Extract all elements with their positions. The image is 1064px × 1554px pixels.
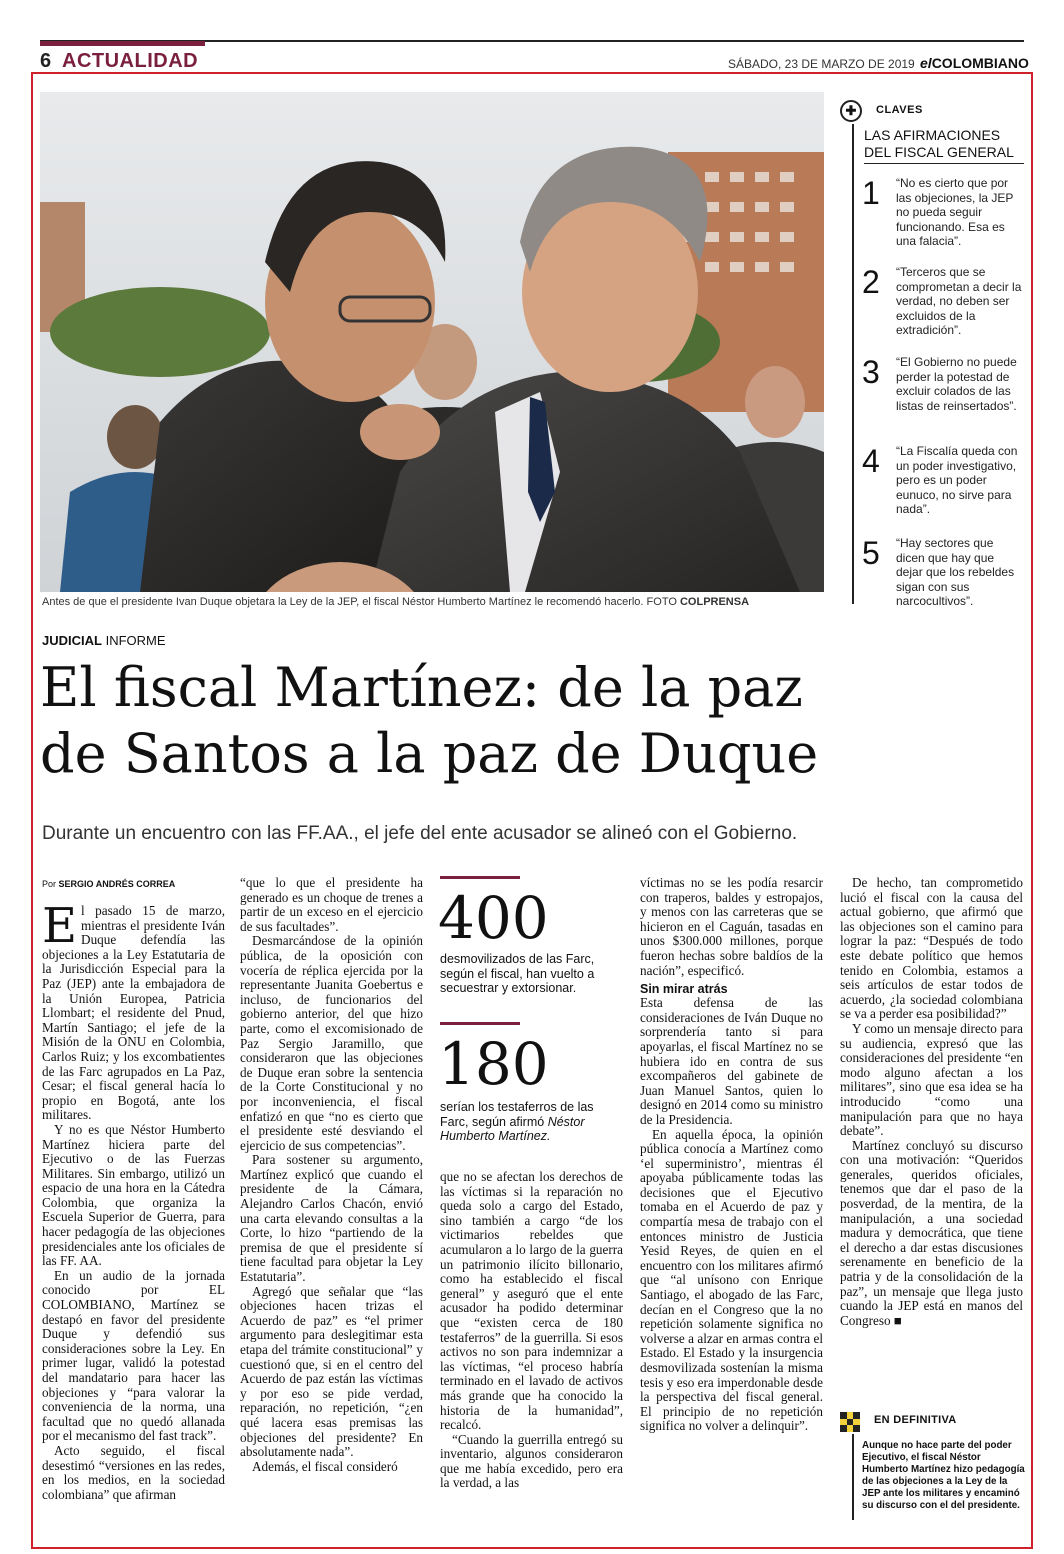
en-definitiva-rule	[852, 1434, 854, 1520]
body-paragraph: víctimas no se les podía resarcir con traperos, baldes y estropajos, y menos con las carreteras que se hicieron en el Caguán, tasadas en unos $300.000 millones, porque fueron hechas sobre baldíos de la nación”, especificó.	[640, 875, 823, 978]
stat-text: serían los testaferros de las Farc, según afirmó Néstor Humberto Martínez.	[440, 1100, 594, 1143]
body-paragraph: En aquella época, la opinión pública conocía a Martínez como ‘el superministro’, mientras él apoyaba públicamente todas las decisiones que el Ejecutivo tomaba en el Acuerdo de paz y compartía mesa de trabajo con el entonces ministro de Justicia Yesid Reyes, de quien en el encuentro con los militares afirmó que “al unísono con Enrique Santiago, el abogado de las Farc, decían en el Congreso que la no repetición solamente significa no volverse a alzar en armas contra el Estado. El Estado y la insurgencia desmovilizada sostenían la misma tesis y eso era imperdonable desde la perspectiva del fiscal general. El principio de no repetición significa no volver a delinquir”.	[640, 1126, 823, 1434]
body-paragraph: En un audio de la jornada conocido por EL COLOMBIANO, Martínez se destapó en favor del presidente Duque y defendió sus consideraciones sobre la Ley. En primer lugar, validó la potestad del mandatario para hacer las objeciones y “para valorar la conveniencia de la norma, una facultad que no quedó allanada por el mecanismo del fast track”.	[42, 1267, 225, 1444]
headline-line2: de Santos a la paz de Duque	[40, 722, 819, 785]
body-paragraph: que no se afectan los derechos de las víctimas si la reparación no queda solo a cargo del Estado, sino también a cargo “de los victimarios rebeldes que acumularon a lo largo de la guerra un patrimonio ilícito billonario, como ha establecido el fiscal general” y aseguró que el ente acusador ha podido determinar que “existen cerca de 180 testaferros” de la guerrilla. Si esos activos no son para indemnizar a las víctimas, “el proceso habría terminado en el lavado de activos más grande que ha conocido la historia de la humanidad”, recalcó.	[440, 1169, 623, 1433]
clave-number: 5	[862, 535, 880, 571]
clave-text: “La Fiscalía queda con un poder investigativo, pero es un poder eunuco, no sirve para nada”.	[896, 444, 1018, 516]
photo-credit-label: FOTO	[646, 596, 677, 608]
byline-prefix: Por	[42, 879, 57, 889]
byline-author: SERGIO ANDRÉS CORREA	[58, 879, 176, 889]
body-column-2	[240, 876, 423, 1474]
drop-cap: E	[42, 898, 78, 954]
body-paragraph: Desmarcándose de la opinión pública, de la oposición con vocería de réplica ejercida por la representante Juanita Goebertus e incluso, de funcionarios del gobierno anterior, del que hizo parte, como el excomisionado de Paz Sergio Jaramillo, que consideraron que las objeciones de Duque eran sobre la sentencia de la Corte Constitucional y no por inconveniencia, el fiscal enfatizó en que “no es cierto que el presidente esté desviando el ejercicio de sus competencias”.	[240, 933, 423, 1153]
claves-title-line1: LAS AFIRMACIONES	[864, 127, 1001, 143]
en-definitiva-icon	[840, 1412, 860, 1432]
checker-icon	[840, 1412, 860, 1432]
claves-icon: ✚	[840, 100, 862, 122]
body-paragraph: Para sostener su argumento, Martínez explicó que cuando el presidente de la Cámara, Alejandro Carlos Chacón, envió una carta elevando consultas a la Corte, lo hizo “partiendo de la premisa de que el presidente sí tiene facultad para objetar la Ley Estatutaria”.	[240, 1152, 423, 1285]
article-kicker	[42, 633, 166, 648]
body-paragraph: Acto seguido, el fiscal desestimó “versiones en las redes, en los medios, en la sociedad colombiana” que afirman	[42, 1442, 225, 1502]
stat-number: 180	[438, 1030, 549, 1098]
body-column-4	[640, 876, 823, 1434]
article-photo	[40, 92, 824, 592]
kicker-section: JUDICIAL	[42, 633, 102, 648]
body-paragraph: Martínez concluyó su discurso con una motivación: “Queridos generales, queridos oficiales, tenemos que dar el paso de la posverdad, de la mentira, de la manipulación, a una sociedad madura y democrática, que tiene el derecho a dar estas discusiones serenamente en beneficio de la patria y de la consolidación de la paz”, un mensaje que llega justo cuando la JEP está en manos del Congreso ■	[840, 1137, 1023, 1328]
claves-rule	[852, 124, 854, 604]
brand-name: COLOMBIANO	[931, 55, 1029, 71]
stat-number: 400	[438, 884, 549, 952]
claves-label: CLAVES	[876, 104, 923, 116]
newspaper-brand	[920, 55, 1029, 71]
body-paragraph: “que lo que el presidente ha generado es un choque de trenes a partir de un exceso en el ejercicio de sus facultades”.	[240, 875, 423, 934]
end-mark: ■	[893, 1312, 902, 1328]
clave-item	[862, 355, 1024, 435]
section-name: ACTUALIDAD	[62, 50, 199, 72]
clave-number: 2	[862, 264, 880, 300]
clave-item	[862, 265, 1024, 345]
section-subtitle: Sin mirar atrás	[640, 982, 728, 997]
headline	[40, 655, 1024, 787]
stat-text-name: Néstor Humberto Martínez.	[440, 1114, 585, 1143]
clave-text: “Terceros que se comprometan a decir la verdad, no deben ser excluidos de la extradición”.	[896, 265, 1022, 337]
photo-caption	[42, 596, 826, 608]
kicker-type: INFORME	[105, 633, 166, 648]
brand-prefix: el	[920, 55, 932, 71]
caption-text: Antes de que el presidente Ivan Duque objetara la Ley de la JEP, el fiscal Néstor Humberto Martínez le recomendó hacerlo.	[42, 596, 644, 608]
section-accent-bar	[40, 41, 205, 46]
body-paragraph: Además, el fiscal consideró	[252, 1458, 398, 1474]
claves-title-line2: DEL FISCAL GENERAL	[864, 144, 1014, 160]
byline	[42, 879, 175, 889]
clave-item	[862, 176, 1024, 256]
clave-number: 4	[862, 443, 880, 479]
body-paragraph: “Cuando la guerrilla entregó su inventario, algunos consideraron que me había excedido, pero era la verdad, a las	[440, 1431, 623, 1491]
stat-accent-bar	[440, 876, 520, 879]
clave-item	[862, 536, 1024, 616]
body-column-5	[840, 876, 1023, 1328]
body-paragraph: El pasado 15 de marzo, mientras el presidente Iván Duque defendía las objeciones a la Ley Estatutaria de la Jurisdicción Especial para la Paz (JEP) ante la embajadora de la Unión Europea, Patricia Llombart; el residente del Pnud, Martín Santiago; el jefe de la Misión de la ONU en Colombia, Carlos Ruiz; y los excombatientes de las Farc agrupados en La Paz, Cesar; el fiscal general hacía lo propio en Bogotá, ante los militares.	[42, 898, 225, 1123]
body-paragraph: De hecho, tan comprometido lució el fiscal con la causa del actual gobierno, que afirmó que las objeciones son el camino para lograr la paz: “Después de todo este debate político que hemos tenido en Colombia, estamos a seis artículos de estar todos de acuerdo, ¿la sociedad colombiana se va a perder esa posibilidad?”	[840, 875, 1023, 1022]
claves-title	[864, 127, 1024, 164]
clave-number: 1	[862, 175, 880, 211]
clave-text: “No es cierto que por las objeciones, la JEP no pueda seguir funcionando. Esa es una falacia”.	[896, 176, 1014, 248]
subheadline: Durante un encuentro con las FF.AA., el jefe del ente acusador se alineó con el Gobierno.	[42, 823, 798, 844]
clave-text: “Hay sectores que dicen que hay que dejar que los rebeldes sigan con sus narcocultivos”.	[896, 536, 1015, 608]
clave-item	[862, 444, 1024, 524]
body-paragraph: Agregó que señalar que “las objeciones hacen trizas el Acuerdo de paz” es “el primer argumento para deslegitimar esta etapa del trámite constitucional” y cuestionó que, si en el centro del Acuerdo de paz están las víctimas y por eso se pide verdad, reparación, no repetición, “¿en qué lacera esas premisas las objeciones del presidente? En absolutamente nada”.	[240, 1283, 423, 1460]
body-column-3	[440, 1170, 623, 1491]
page-number: 6	[40, 50, 52, 72]
body-column-1	[42, 898, 225, 1502]
headline-line1: El fiscal Martínez: de la paz	[40, 656, 803, 719]
en-definitiva-label: EN DEFINITIVA	[874, 1414, 957, 1426]
stat-text: desmovilizados de las Farc, según el fiscal, han vuelto a secuestrar y extorsionar.	[440, 952, 595, 995]
body-paragraph: Esta defensa de las consideraciones de Iván Duque no sorprendería tanto si para apoyarlas, el fiscal Martínez no se hubiera ido en contra de sus excompañeros del gabinete de Juan Manuel Santos, quien lo designó en 2014 como su ministro de la Presidencia.	[640, 995, 823, 1127]
en-definitiva-text: Aunque no hace parte del poder Ejecutivo, el fiscal Néstor Humberto Martínez hizo pedagogía de las objeciones a la Ley de la JEP ante los militares y encaminó su discurso con el del presidente.	[862, 1440, 1025, 1511]
body-paragraph: Y no es que Néstor Humberto Martínez hiciera parte del Ejecutivo o de las Fuerzas Militares. Sin embargo, utilizó un espacio de una hora en la Cátedra Colombia, que organiza la Escuela Superior de Guerra, para hacer pedagogía de las objeciones presidenciales ante los oficiales de las FF. AA.	[42, 1121, 225, 1269]
clave-number: 3	[862, 354, 880, 390]
body-paragraph: Y como un mensaje directo para su audiencia, expresó que las consideraciones del presidente “en modo alguno afectan a los militares”, sino que esa idea se ha introducido “como una manipulación para que no haya debate”.	[840, 1020, 1023, 1139]
photo-credit: COLPRENSA	[679, 596, 750, 608]
stat-accent-bar	[440, 1022, 520, 1025]
photo-illustration	[40, 92, 824, 592]
issue-date: SÁBADO, 23 DE MARZO DE 2019	[728, 57, 915, 71]
clave-text: “El Gobierno no puede perder la potestad de excluir colados de las listas de reinsertados”.	[896, 355, 1017, 413]
